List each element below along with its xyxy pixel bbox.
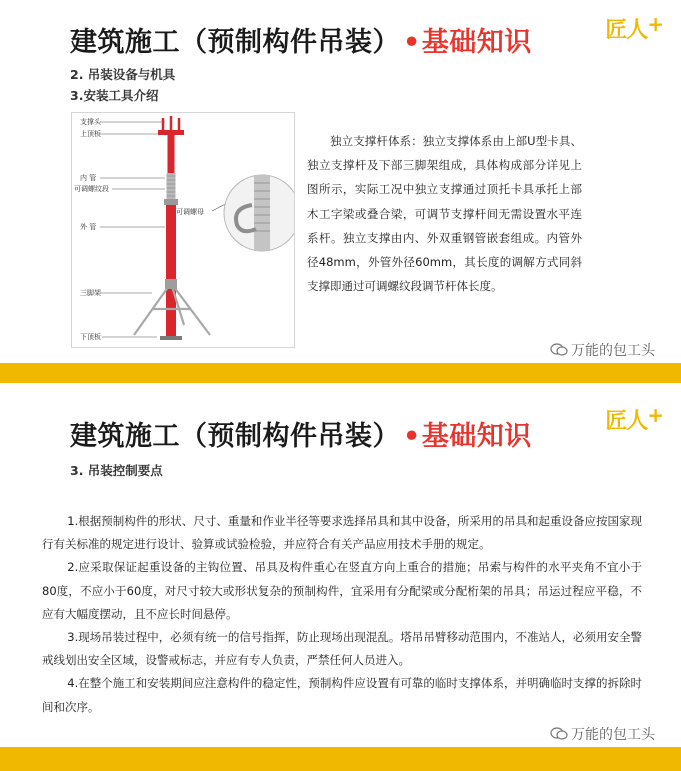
- footer-bar: [0, 363, 681, 383]
- list-item: 2.应采取保证起重设备的主钩位置、吊具及构件重心在竖直方向上重合的措施；吊索与构件的水平夹角不宜小于80度，不应小于60度，对尺寸较大或形状复杂的预制构件，宜采用有分配梁或分配桁架的吊具；吊运过程应平稳，不应有大幅度摆动，且不应长时间悬停。: [42, 560, 642, 621]
- label-adjust-thread: 可调螺纹段: [74, 185, 109, 193]
- section-heading: 2. 吊装设备与机具: [70, 67, 176, 82]
- label-outer-tube: 外 管: [80, 223, 97, 231]
- section-heading: 3. 吊装控制要点: [70, 463, 163, 478]
- sub-heading: 3.安装工具介绍: [70, 88, 159, 103]
- label-tripod: 三脚架: [80, 289, 101, 297]
- support-description: 独立支撑杆体系：独立支撑体系由上部U型卡具、独立支撑杆及下部三脚架组成，具体构成部分详见上图所示，实际工况中独立支撑通过顶托卡具承托上部木工字梁或叠合梁，可调节支撑杆间无需设置水平连系杆。独立支撑由内、外双重钢管嵌套组成。内管外径48mm，外管外径60mm，其长度的调解方式同斜支撑即通过可调螺纹段调节杆体长度。: [307, 134, 582, 294]
- watermark: [550, 340, 655, 360]
- logo-text: 匠人: [605, 409, 648, 434]
- list-item: 4.在整个施工和安装期间应注意构件的稳定性，预制构件应设置有可靠的临时支撑体系，并明确临时支撑的拆除时间和次序。: [42, 676, 642, 714]
- watermark-text: 万能的包工头: [571, 727, 655, 743]
- logo-plus: +: [647, 403, 663, 427]
- watermark: [550, 724, 655, 744]
- list-item: 1.根据预制构件的形状、尺寸、重量和作业半径等要求选择吊具和其中设备，所采用的吊具和起重设备应按国家现行有关标准的规定进行设计、验算或试验检验，并应符合有关产品应用技术手册的规定。: [42, 514, 642, 552]
- slide-gap: [0, 383, 681, 393]
- brand-logo: [605, 403, 663, 435]
- title-highlight: 基础知识: [421, 27, 532, 58]
- label-top-support: 支撑头: [80, 118, 101, 126]
- support-prop-figure: [71, 112, 295, 348]
- label-adjust-nut: 可调螺母: [176, 208, 204, 216]
- title-main: 建筑施工（预制构件吊装）: [70, 27, 400, 58]
- footer-bar: [0, 747, 681, 771]
- control-points-list: [42, 510, 642, 719]
- slide-hoisting-control: [0, 393, 681, 771]
- brand-logo: [605, 12, 663, 44]
- title-dot: •: [403, 27, 421, 58]
- label-top-plate: 上顶板: [80, 130, 101, 138]
- title-dot: •: [403, 421, 421, 452]
- title-main: 建筑施工（预制构件吊装）: [70, 421, 400, 452]
- wechat-icon: [550, 343, 568, 356]
- watermark-text: 万能的包工头: [571, 343, 655, 359]
- wechat-icon: [550, 727, 568, 740]
- slide-title: [70, 20, 532, 59]
- slide-title: [70, 414, 532, 453]
- list-item: 3.现场吊装过程中，必须有统一的信号指挥，防止现场出现混乱。塔吊吊臂移动范围内，不准站人，必须用安全警戒线划出安全区域，设警戒标志，并应有专人负责，严禁任何人员进入。: [42, 630, 642, 668]
- logo-plus: +: [647, 12, 663, 36]
- slide-support-tools: [0, 0, 681, 383]
- title-highlight: 基础知识: [421, 421, 532, 452]
- logo-text: 匠人: [605, 18, 648, 43]
- support-prop-diagram: [72, 113, 294, 347]
- label-inner-tube: 内 管: [80, 174, 97, 182]
- label-bottom-plate: 下顶板: [80, 333, 101, 341]
